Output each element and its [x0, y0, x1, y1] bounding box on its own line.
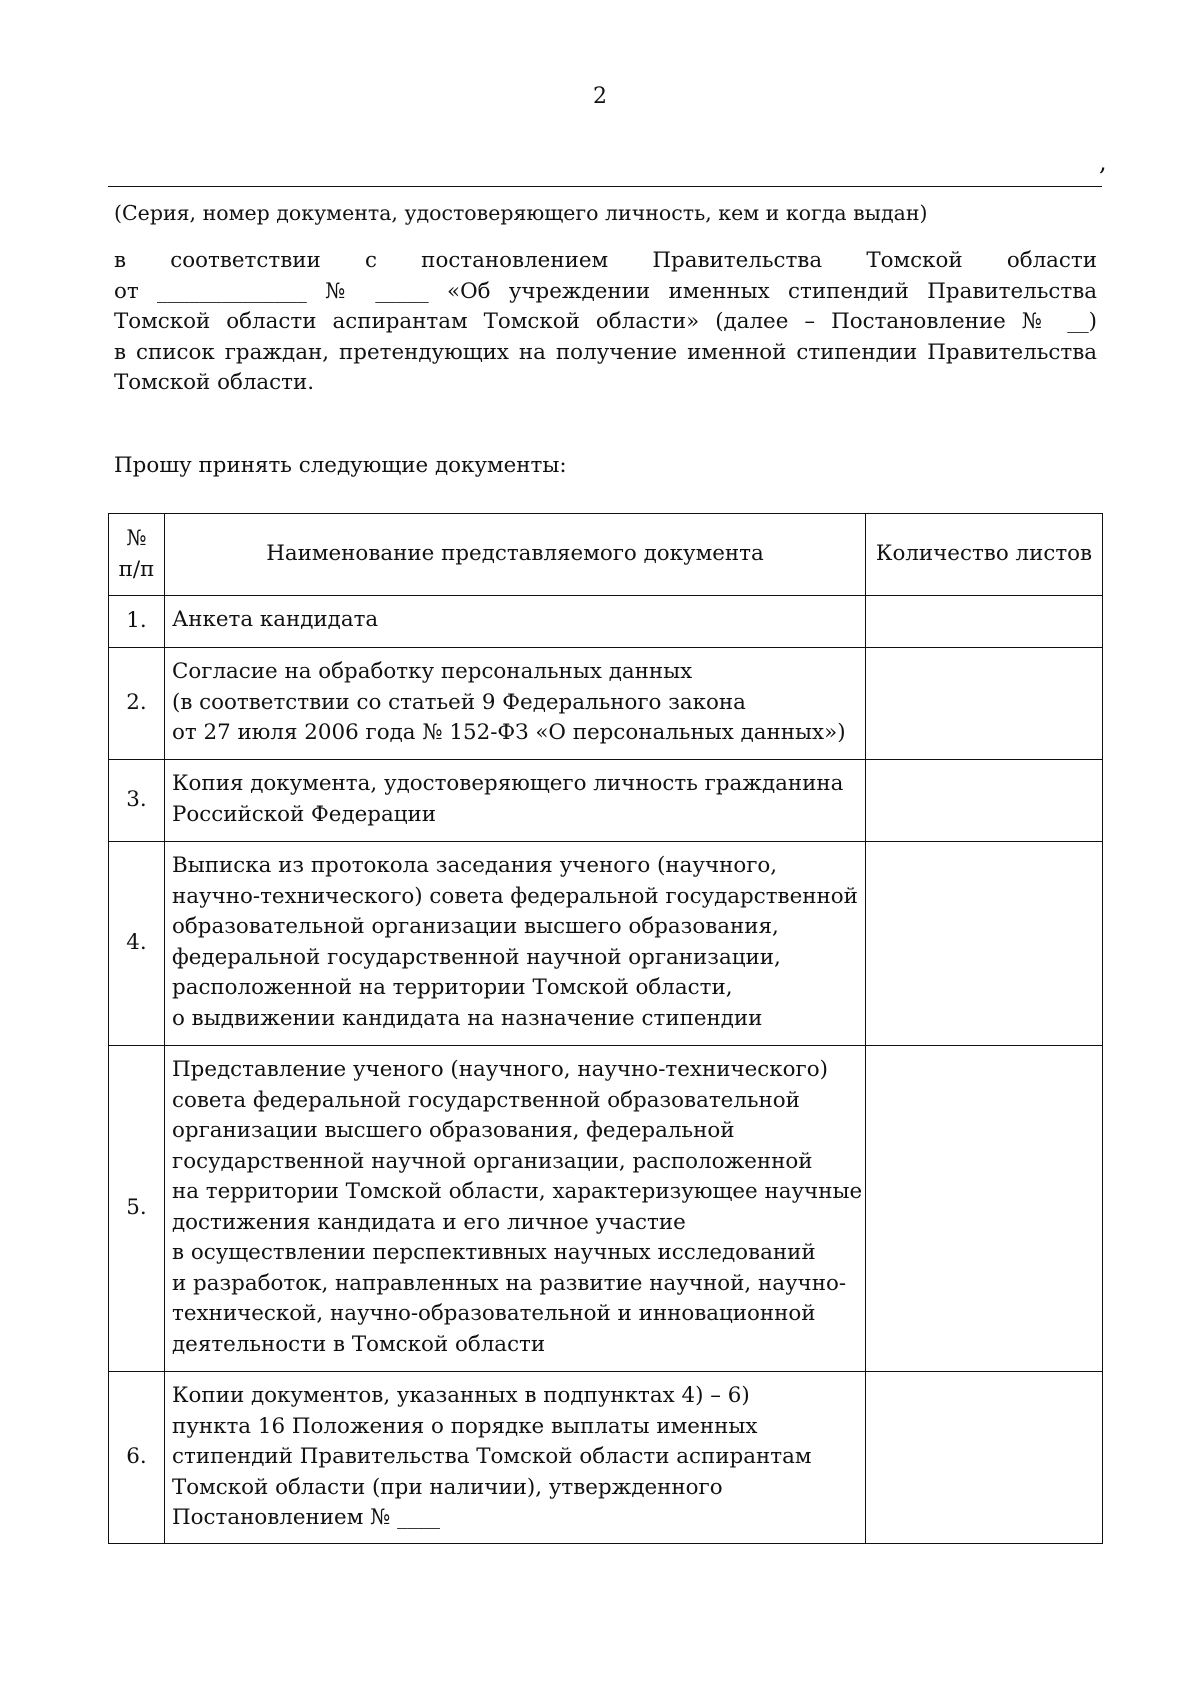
document-name-line: (в соответствии со статьей 9 Федерального закона: [172, 689, 746, 715]
header-number-line: №: [126, 526, 147, 551]
document-name-line: образовательной организации высшего образования,: [172, 914, 779, 939]
header-number-line: п/п: [118, 556, 155, 582]
document-name: [165, 760, 866, 842]
document-name-line: организации высшего образования, федеральной: [172, 1118, 735, 1143]
document-name-line: от 27 июля 2006 года № 152-ФЗ «О персональных данных»): [172, 720, 846, 745]
document-name-line: в осуществлении перспективных научных исследований: [172, 1240, 816, 1265]
page-count-cell[interactable]: [866, 648, 1103, 760]
document-name: [165, 596, 866, 648]
document-name-line: Согласие на обработку персональных данных: [172, 659, 693, 684]
row-number: 5.: [109, 1046, 165, 1372]
document-name-line: научно-технического) совета федеральной государственной: [172, 883, 858, 909]
page-count-cell[interactable]: [866, 596, 1103, 648]
document-name: [165, 1372, 866, 1544]
document-name-line: пункта 16 Положения о порядке выплаты именных: [172, 1413, 758, 1439]
row-number: 4.: [109, 842, 165, 1046]
document-name-line: Томской области (при наличии), утвержденного: [172, 1474, 723, 1500]
document-name-line: Представление ученого (научного, научно-технического): [172, 1057, 828, 1082]
document-name-line: совета федеральной государственной образовательной: [172, 1087, 800, 1113]
document-name-line: Копия документа, удостоверяющего личность гражданина: [172, 771, 844, 796]
document-name-line: Выписка из протокола заседания ученого (научного,: [172, 853, 778, 878]
table-row: [109, 1372, 1103, 1544]
document-name-line: на территории Томской области, характеризующее научные: [172, 1179, 863, 1204]
document-name: [165, 648, 866, 760]
document-name: [165, 842, 866, 1046]
intro-line: в список граждан, претендующих на получение именной стипендии Правительства: [114, 339, 1097, 365]
row-number: 2.: [109, 648, 165, 760]
trailing-comma: ,: [1099, 148, 1107, 176]
document-name-line: Постановлением № ____: [172, 1505, 440, 1530]
document-name-line: государственной научной организации, расположенной: [172, 1148, 813, 1174]
table-row: [109, 648, 1103, 760]
intro-line: от ______________ № _____ «Об учреждении именных стипендий Правительства: [114, 278, 1097, 304]
document-name-line: достижения кандидата и его личное участие: [172, 1209, 686, 1235]
document-name-line: стипендий Правительства Томской области аспирантам: [172, 1444, 812, 1469]
row-number: 1.: [109, 596, 165, 648]
document-name-line: технической, научно-образовательной и инновационной: [172, 1301, 816, 1326]
document-name-line: о выдвижении кандидата на назначение стипендии: [172, 1005, 763, 1031]
intro-paragraph: [114, 246, 1097, 399]
header-page-count: Количество листов: [866, 514, 1103, 596]
intro-line: Томской области.: [114, 370, 315, 395]
page-count-cell[interactable]: [866, 1372, 1103, 1544]
header-number: [109, 514, 165, 596]
table-row: [109, 760, 1103, 842]
table-row: [109, 596, 1103, 648]
id-document-caption: (Серия, номер документа, удостоверяющего личность, кем и когда выдан): [114, 201, 928, 225]
documents-table: [108, 513, 1103, 1544]
document-name-line: деятельности в Томской области: [172, 1331, 546, 1357]
header-document-name: Наименование представляемого документа: [165, 514, 866, 596]
intro-line: Томской области аспирантам Томской области» (далее – Постановление № __): [114, 309, 1097, 334]
table-header-row: [109, 514, 1103, 596]
page-count-cell[interactable]: [866, 842, 1103, 1046]
intro-line: в соответствии с постановлением Правительства Томской области: [114, 248, 1097, 273]
page-count-cell[interactable]: [866, 760, 1103, 842]
document-name-line: Копии документов, указанных в подпунктах 4) – 6): [172, 1383, 750, 1408]
page-number: 2: [593, 84, 607, 109]
fill-in-line: [108, 186, 1102, 187]
document-name-line: расположенной на территории Томской области,: [172, 975, 733, 1000]
page-count-cell[interactable]: [866, 1046, 1103, 1372]
row-number: 3.: [109, 760, 165, 842]
request-text: Прошу принять следующие документы:: [114, 453, 567, 478]
row-number: 6.: [109, 1372, 165, 1544]
document-name-line: Анкета кандидата: [172, 607, 379, 632]
document-name: [165, 1046, 866, 1372]
document-name-line: и разработок, направленных на развитие научной, научно-: [172, 1270, 847, 1296]
document-name-line: федеральной государственной научной организации,: [172, 944, 781, 970]
table-row: [109, 1046, 1103, 1372]
document-name-line: Российской Федерации: [172, 801, 436, 827]
table-row: [109, 842, 1103, 1046]
